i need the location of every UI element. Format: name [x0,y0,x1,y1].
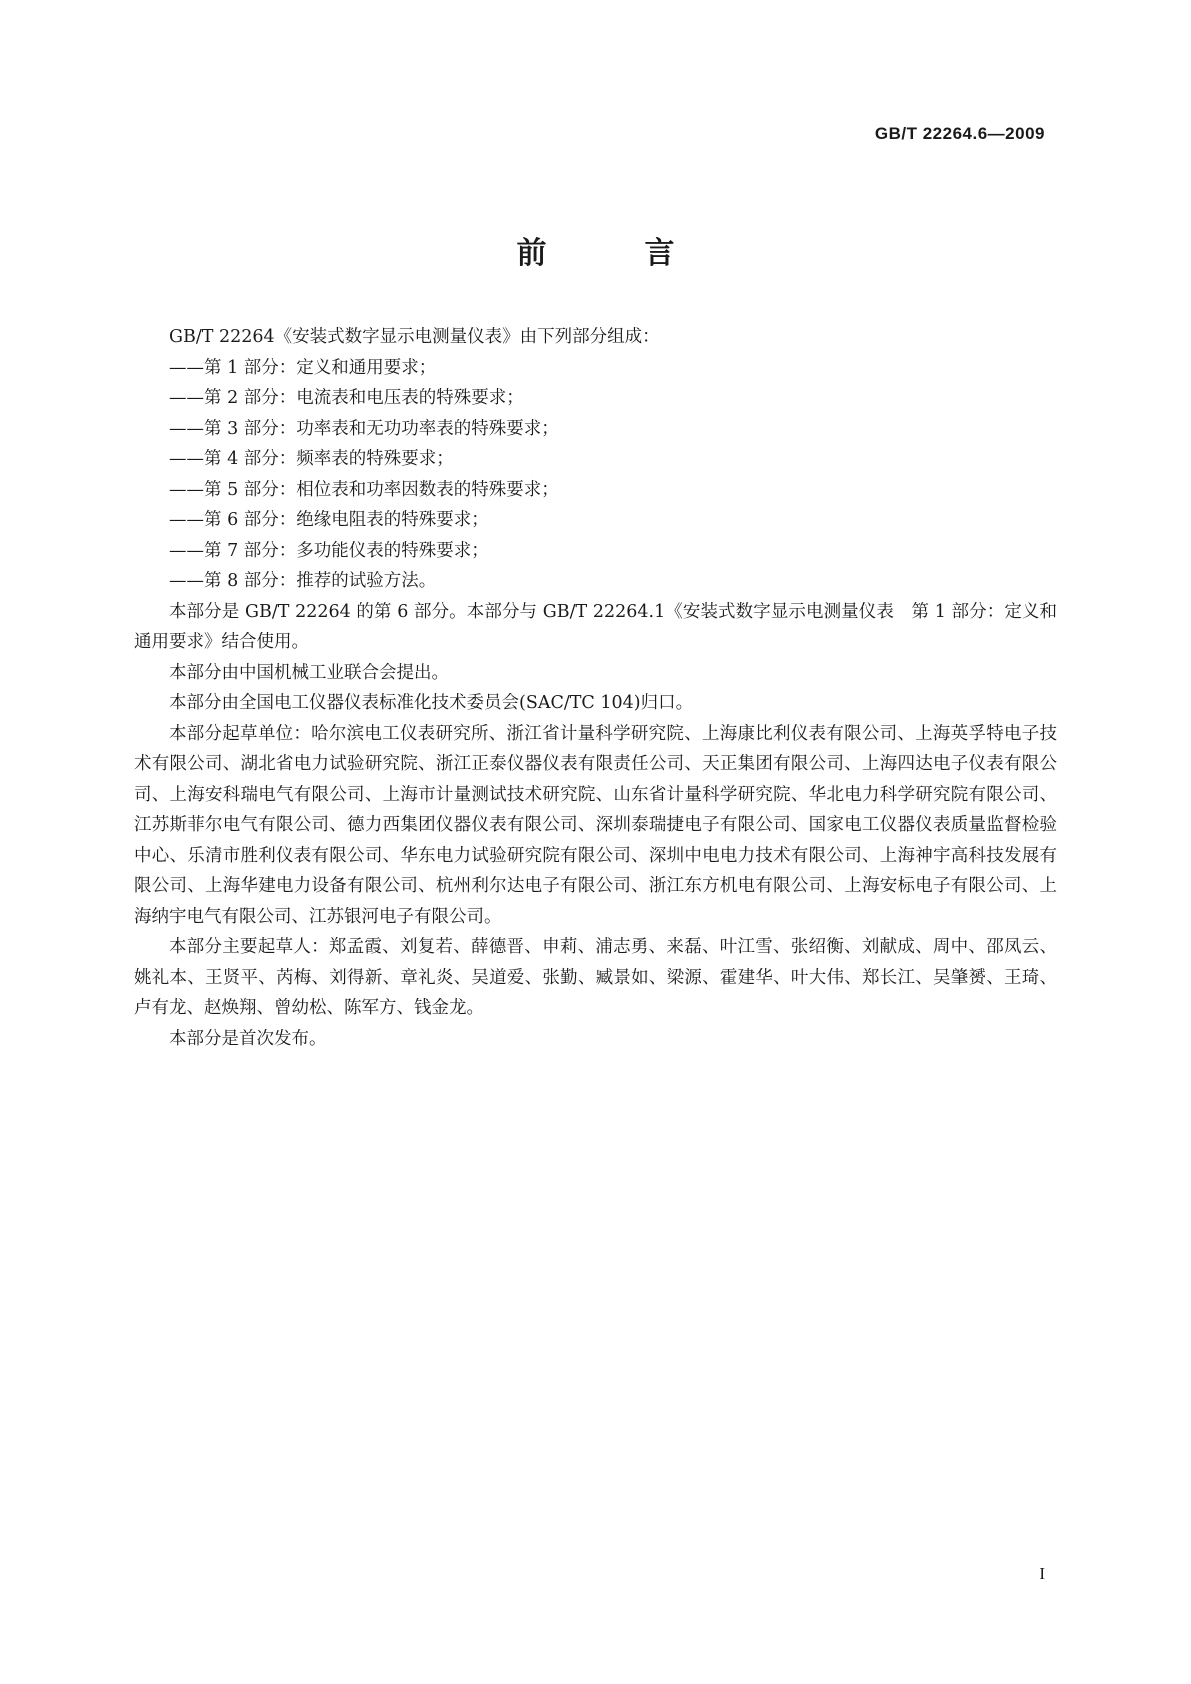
foreword-body [134,322,1057,1054]
part-list-item: ——第 8 部分：推荐的试验方法。 [169,571,437,591]
part-list-item: ——第 7 部分：多功能仪表的特殊要求； [169,540,489,561]
drafting-units-paragraph: 本部分起草单位：哈尔滨电工仪表研究所、浙江省计量科学研究院、上海康比利仪表有限公司、上海英孚特电子技术有限公司、湖北省电力试验研究院、浙江正泰仪器仪表有限责任公司、天正集团有限公司、上海四达电子仪表有限公司、上海安科瑞电气有限公司、上海市计量测试技术研究院、山东省计量科学研究院、华北电力科学研究院有限公司、江苏斯菲尔电气有限公司、德力西集团仪器仪表有限公司、深圳泰瑞捷电子有限公司、国家电工仪器仪表质量监督检验中心、乐清市胜利仪表有限公司、华东电力试验研究院有限公司、深圳中电电力技术有限公司、上海神宇高科技发展有限公司、上海华建电力设备有限公司、杭州利尔达电子有限公司、浙江东方机电有限公司、上海安标电子有限公司、上海纳宇电气有限公司、江苏银河电子有限公司。 [134,723,1057,927]
intro-paragraph: GB/T 22264《安装式数字显示电测量仪表》由下列部分组成： [169,327,660,347]
part-list-item: ——第 1 部分：定义和通用要求； [169,357,437,378]
drafters-paragraph: 本部分主要起草人：郑孟霞、刘复若、薛德晋、申莉、浦志勇、来磊、叶江雪、张绍衡、刘献成、周中、邵凤云、姚礼本、王贤平、芮梅、刘得新、章礼炎、吴道爱、张勤、臧景如、梁源、霍建华、叶大伟、郑长江、吴肇赟、王琦、卢有龙、赵焕翔、曾幼松、陈军方、钱金龙。 [134,937,1057,1018]
first-release-paragraph: 本部分是首次发布。 [169,1028,327,1049]
part-list-item: ——第 6 部分：绝缘电阻表的特殊要求； [169,510,489,530]
part-list-item: ——第 4 部分：频率表的特殊要求； [169,449,454,469]
part-list-item: ——第 5 部分：相位表和功率因数表的特殊要求； [169,479,559,500]
centralized-paragraph: 本部分由全国电工仪器仪表标准化技术委员会(SAC/TC 104)归口。 [169,693,694,713]
relation-paragraph: 本部分是 GB/T 22264 的第 6 部分。本部分与 GB/T 22264.1《安装式数字显示电测量仪表 第 1 部分：定义和通用要求》结合使用。 [134,601,1057,652]
part-list-item: ——第 3 部分：功率表和无功功率表的特殊要求； [169,418,559,439]
part-list-item: ——第 2 部分：电流表和电压表的特殊要求； [169,388,524,408]
page-title: 前 言 [516,236,709,271]
page-number: I [1039,1564,1045,1583]
proposer-paragraph: 本部分由中国机械工业联合会提出。 [169,662,449,683]
standard-number: GB/T 22264.6—2009 [874,124,1045,143]
